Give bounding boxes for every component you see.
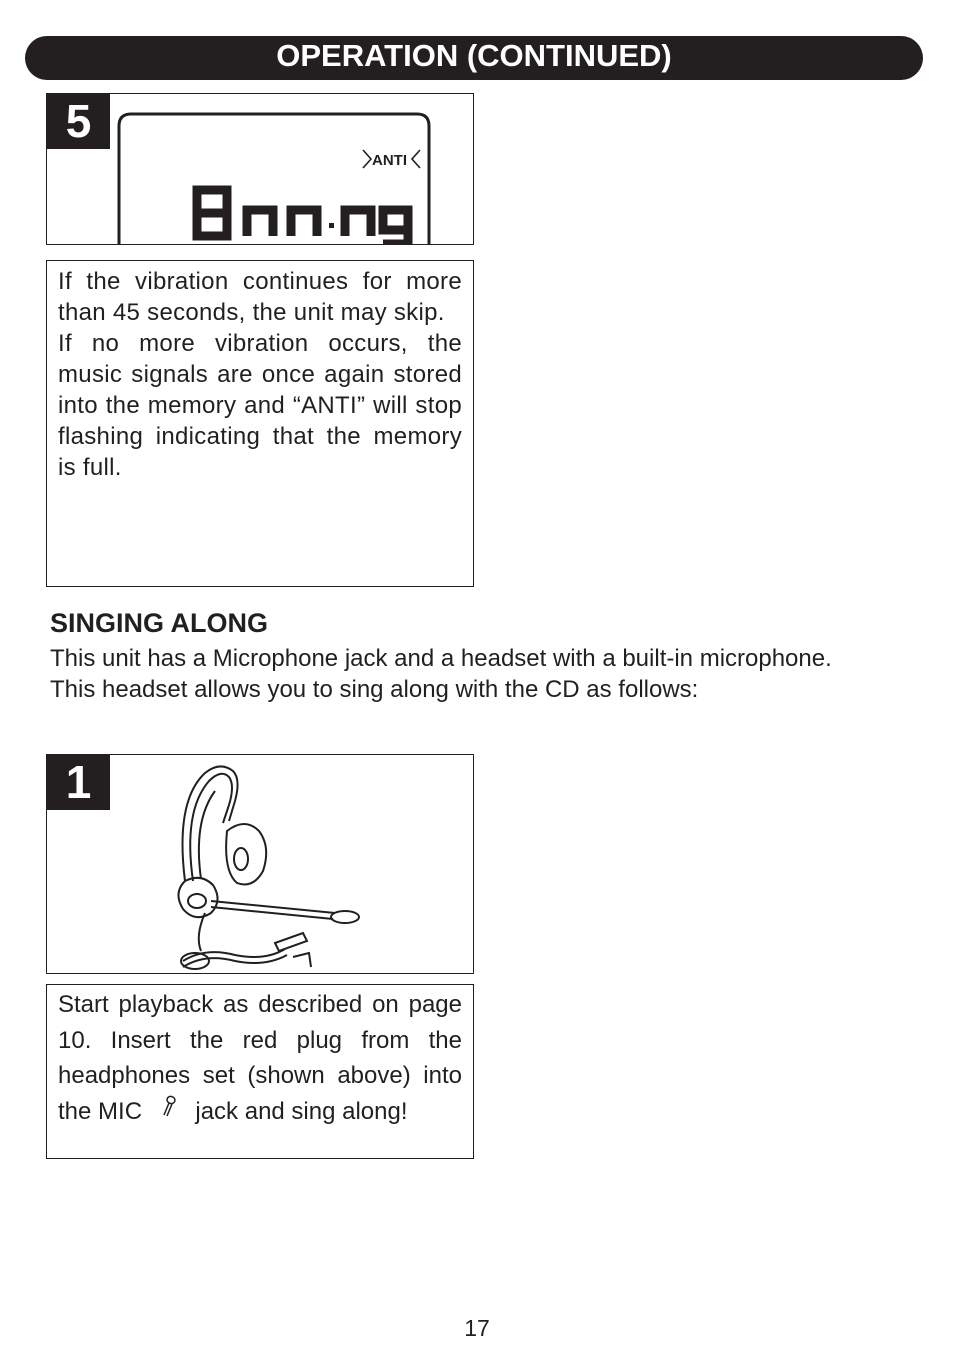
step-number-badge: 5 (47, 94, 110, 149)
page-number: 17 (464, 1315, 490, 1341)
step5-paragraph-1: If the vibration continues for more than 45 seconds, the unit may skip. (58, 268, 462, 326)
headset-illustration-icon (175, 761, 395, 971)
intro-line-2: This headset allows you to sing along with the CD as follows: (50, 676, 699, 703)
lcd-segment-digits (197, 190, 408, 244)
step1-text-before-icon: Start playback as described on page 10. Insert the red plug from the headphones set (shown above) into the MIC (58, 991, 462, 1125)
step1-text-box (46, 984, 474, 1159)
step5-text-box (46, 260, 474, 587)
step-number-badge: 1 (47, 755, 110, 810)
step1-instructions (58, 987, 462, 1130)
section-heading: SINGING ALONG (50, 608, 269, 638)
lcd-anti-indicator: ANTI (372, 152, 407, 169)
header-bar (25, 36, 923, 80)
microphone-icon (149, 1094, 189, 1130)
step1-text-after-icon: jack and sing along! (195, 1097, 408, 1125)
step1-illustration-panel (46, 754, 474, 974)
step5-paragraph-2: If no more vibration occurs, the music signals are once again stored into the memory and “ANTI” will stop flashing indicating that the memory is full. (58, 330, 462, 481)
page-title: OPERATION (CONTINUED) (276, 38, 672, 73)
intro-line-1: This unit has a Microphone jack and a headset with a built-in microphone. (50, 645, 832, 672)
lcd-display-illustration (107, 102, 473, 244)
step5-illustration-panel (46, 93, 474, 245)
